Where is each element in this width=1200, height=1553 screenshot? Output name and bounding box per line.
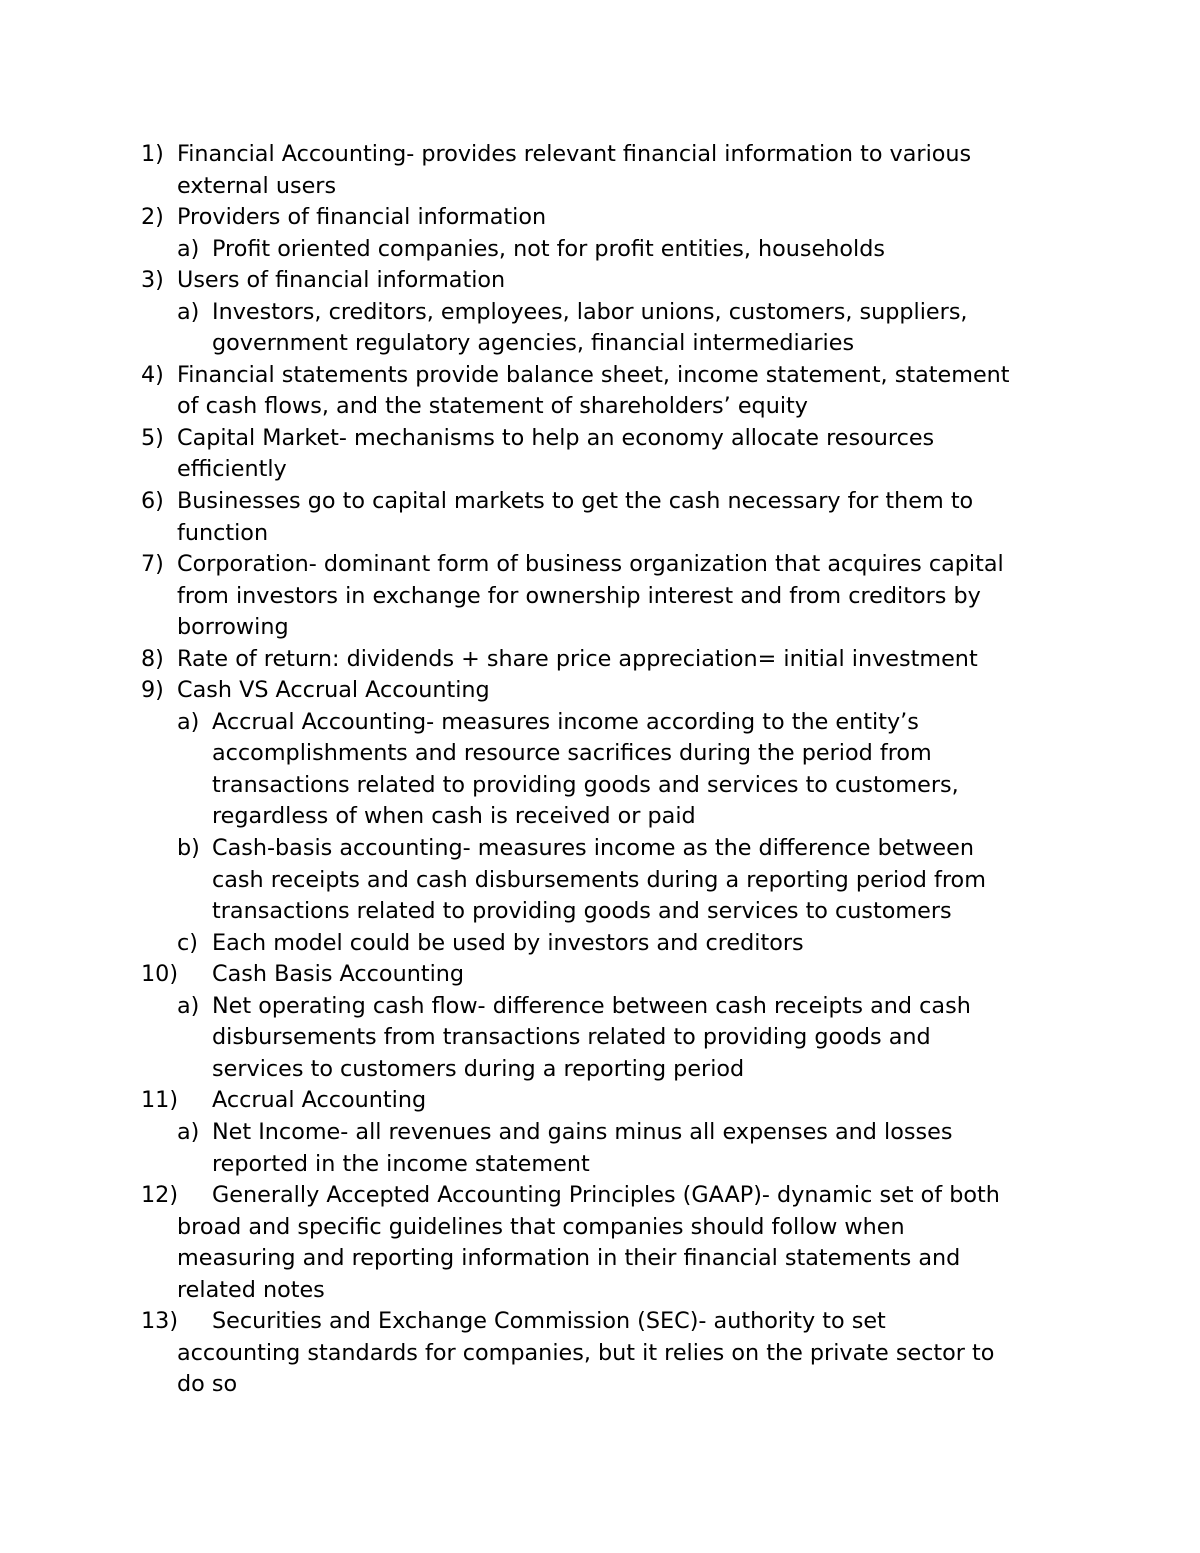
list-item-marker: 10) [141,961,179,988]
line-text: government regulatory agencies, financial intermediaries [212,330,855,357]
list-item-marker: 13) [141,1308,179,1335]
document-line [0,581,1200,613]
line-text: transactions related to providing goods and services to customers, [212,771,959,798]
line-text: Each model could be used by investors and creditors [212,929,804,956]
line-text: efficiently [177,456,287,483]
document-line [0,1212,1200,1244]
line-text: Accrual Accounting- measures income according to the entity’s [212,708,919,735]
document-line [0,1022,1200,1054]
document-line [0,1180,1200,1212]
line-text: Generally Accepted Accounting Principles (GAAP)- dynamic set of both [212,1182,1000,1209]
document-line [0,202,1200,234]
line-text: Providers of financial information [177,204,547,231]
line-text: Cash-basis accounting- measures income as the difference between [212,835,974,862]
sub-item-marker: a) [177,1118,200,1145]
document-body [0,139,1200,1401]
document-line [0,675,1200,707]
document-line [0,959,1200,991]
document-line [0,518,1200,550]
line-text: Businesses go to capital markets to get the cash necessary for them to [177,488,974,515]
document-line [0,1243,1200,1275]
list-item-marker: 1) [141,141,164,167]
line-text: Cash Basis Accounting [212,961,465,988]
document-line [0,644,1200,676]
line-text: Capital Market- mechanisms to help an economy allocate resources [177,424,935,451]
line-text: Rate of return: dividends + share price appreciation= initial investment [177,645,978,672]
line-text: Profit oriented companies, not for profit entities, households [212,235,885,262]
document-line [0,486,1200,518]
document-line [0,928,1200,960]
line-text: Investors, creditors, employees, labor unions, customers, suppliers, [212,298,968,325]
line-text: Financial Accounting- provides relevant financial information to various [177,141,972,167]
line-text: borrowing [177,614,289,641]
line-text: related notes [177,1276,325,1303]
sub-item-marker: a) [177,235,200,262]
document-line [0,391,1200,423]
document-line [0,265,1200,297]
document-line [0,171,1200,203]
list-item-marker: 9) [141,677,164,704]
line-text: transactions related to providing goods and services to customers [212,898,952,925]
document-line [0,328,1200,360]
document-line [0,1149,1200,1181]
line-text: Securities and Exchange Commission (SEC)- authority to set [212,1308,886,1335]
document-line [0,801,1200,833]
document-line [0,833,1200,865]
list-item-marker: 12) [141,1182,179,1209]
document-line [0,991,1200,1023]
document-line [0,1369,1200,1401]
document-line [0,139,1200,171]
line-text: external users [177,172,337,199]
document-line [0,865,1200,897]
line-text: cash receipts and cash disbursements during a reporting period from [212,866,986,893]
line-text: accounting standards for companies, but it relies on the private sector to [177,1339,995,1366]
line-text: Users of financial information [177,267,506,294]
document-line [0,1054,1200,1086]
document-line [0,770,1200,802]
list-item-marker: 5) [141,424,164,451]
line-text: services to customers during a reporting period [212,1055,745,1082]
line-text: of cash flows, and the statement of shareholders’ equity [177,393,808,420]
line-text: disbursements from transactions related to providing goods and [212,1024,931,1051]
list-item-marker: 2) [141,204,164,231]
sub-item-marker: a) [177,992,200,1019]
document-line [0,1085,1200,1117]
sub-item-marker: c) [177,929,198,956]
sub-item-marker: a) [177,298,200,325]
document-line [0,549,1200,581]
line-text: Net Income- all revenues and gains minus all expenses and losses [212,1118,953,1145]
line-text: Accrual Accounting [212,1087,427,1114]
line-text: from investors in exchange for ownership interest and from creditors by [177,582,981,609]
document-line [0,454,1200,486]
list-item-marker: 7) [141,551,164,578]
document-line [0,612,1200,644]
list-item-marker: 11) [141,1087,179,1114]
line-text: function [177,519,269,546]
document-line [0,297,1200,329]
sub-item-marker: b) [177,835,200,862]
line-text: Net operating cash flow- difference between cash receipts and cash [212,992,971,1019]
document-line [0,738,1200,770]
sub-item-marker: a) [177,708,200,735]
list-item-marker: 8) [141,645,164,672]
document-line [0,234,1200,266]
line-text: measuring and reporting information in their financial statements and [177,1245,961,1272]
line-text: do so [177,1371,238,1398]
document-line [0,1117,1200,1149]
document-line [0,896,1200,928]
line-text: regardless of when cash is received or paid [212,803,696,830]
line-text: broad and specific guidelines that companies should follow when [177,1213,905,1240]
line-text: Cash VS Accrual Accounting [177,677,490,704]
list-item-marker: 6) [141,488,164,515]
list-item-marker: 3) [141,267,164,294]
line-text: Financial statements provide balance sheet, income statement, statement [177,361,1010,388]
document-line [0,423,1200,455]
line-text: reported in the income statement [212,1150,590,1177]
document-line [0,1306,1200,1338]
line-text: Corporation- dominant form of business organization that acquires capital [177,551,1004,578]
document-line [0,1338,1200,1370]
document-line [0,1275,1200,1307]
line-text: accomplishments and resource sacrifices during the period from [212,740,932,767]
document-line [0,360,1200,392]
list-item-marker: 4) [141,361,164,388]
document-line [0,707,1200,739]
